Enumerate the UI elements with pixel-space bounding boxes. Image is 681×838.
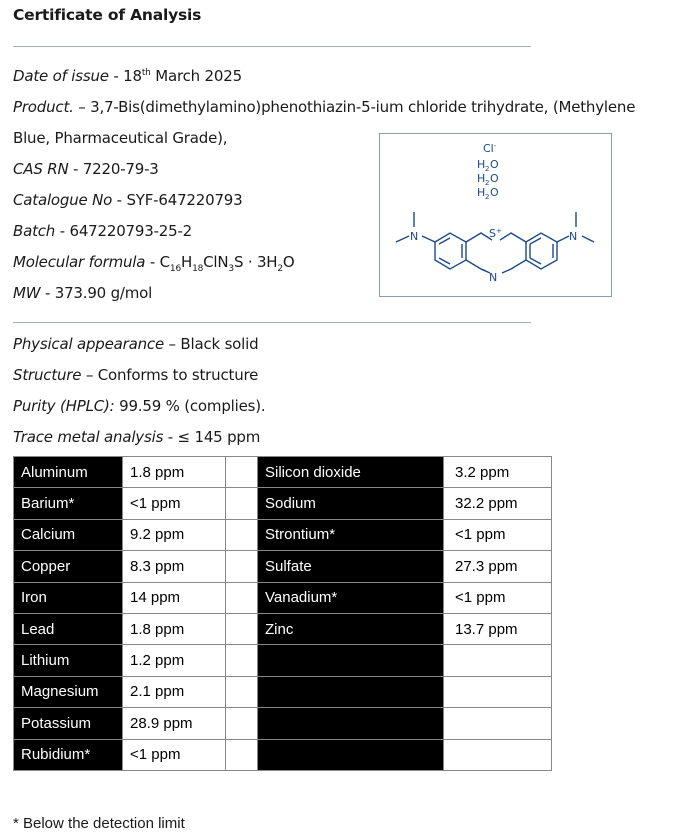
- metal-name-cell: [258, 739, 444, 770]
- date-rest: March 2025: [150, 67, 242, 85]
- table-row: [14, 457, 552, 488]
- metal-value-cell: 28.9 ppm: [123, 708, 226, 739]
- metal-name-cell: Zinc: [258, 613, 444, 644]
- metal-value-cell: [444, 739, 552, 770]
- table-row: [14, 551, 552, 582]
- formula-c-sub: 16: [169, 264, 181, 274]
- spacer-cell: [226, 613, 258, 644]
- batch-line: [13, 222, 192, 240]
- metal-value-cell: [444, 676, 552, 707]
- methylene-blue-structure: [380, 134, 610, 295]
- middle-divider: [13, 322, 531, 323]
- svg-text:O: O: [490, 158, 499, 171]
- purity-line: [13, 397, 265, 415]
- metal-name-cell: Iron: [14, 582, 123, 613]
- spacer-cell: [226, 457, 258, 488]
- metal-name-cell: Aluminum: [14, 457, 123, 488]
- metal-value-cell: [444, 708, 552, 739]
- metal-value-cell: [444, 645, 552, 676]
- metal-value-cell: 8.3 ppm: [123, 551, 226, 582]
- formula-s: S · 3H: [233, 253, 278, 271]
- spacer-cell: [226, 645, 258, 676]
- spacer-cell: [226, 582, 258, 613]
- metal-name-cell: Strontium*: [258, 519, 444, 550]
- svg-text:H: H: [477, 158, 486, 171]
- water-2: [477, 172, 499, 187]
- table-row: [14, 488, 552, 519]
- physical-value: – Black solid: [163, 335, 259, 353]
- formula-label: Molecular formula: [13, 253, 146, 271]
- left-n-label: N: [410, 230, 419, 243]
- svg-text:H: H: [477, 172, 486, 185]
- spacer-cell: [226, 708, 258, 739]
- metal-name-cell: Lithium: [14, 645, 123, 676]
- metal-value-cell: 3.2 ppm: [444, 457, 552, 488]
- metal-name-cell: [258, 645, 444, 676]
- table-row: [14, 645, 552, 676]
- trace-label: Trace metal analysis: [13, 428, 164, 446]
- trace-line: [13, 428, 260, 446]
- metal-value-cell: 14 ppm: [123, 582, 226, 613]
- ring-bonds: [396, 212, 594, 273]
- cas-value: - 7220-79-3: [68, 160, 159, 178]
- spacer-cell: [226, 519, 258, 550]
- catalogue-value: - SYF-647220793: [112, 191, 243, 209]
- metal-value-cell: 2.1 ppm: [123, 676, 226, 707]
- metal-name-cell: [258, 676, 444, 707]
- metal-value-cell: 1.8 ppm: [123, 457, 226, 488]
- detection-footnote: * Below the detection limit: [13, 815, 185, 832]
- metal-value-cell: 9.2 ppm: [123, 519, 226, 550]
- metal-name-cell: Magnesium: [14, 676, 123, 707]
- structure-diagram: [379, 133, 612, 297]
- metal-value-cell: <1 ppm: [444, 519, 552, 550]
- formula-line: [13, 253, 295, 274]
- table-row: [14, 613, 552, 644]
- formula-n-sub: 3: [228, 264, 234, 274]
- svg-text:H: H: [477, 186, 486, 199]
- metal-value-cell: 32.2 ppm: [444, 488, 552, 519]
- date-day: 18: [123, 67, 142, 85]
- svg-text:O: O: [490, 172, 499, 185]
- metal-name-cell: Silicon dioxide: [258, 457, 444, 488]
- chloride-label: Cl-: [483, 142, 497, 155]
- product-value: – 3,7-Bis(dimethylamino)phenothiazin-5-ium chloride trihydrate, (Methylene: [73, 98, 636, 116]
- metal-name-cell: Copper: [14, 551, 123, 582]
- table-row: [14, 582, 552, 613]
- metal-name-cell: Lead: [14, 613, 123, 644]
- purity-value: 99.59 % (complies).: [114, 397, 266, 415]
- date-sep: -: [108, 67, 124, 85]
- water-3: [477, 186, 499, 201]
- appearance-line: [13, 335, 258, 353]
- structure-line: [13, 366, 258, 384]
- product-line: [13, 98, 635, 116]
- formula-h-sub: 18: [192, 264, 204, 274]
- ring-n-label: N: [489, 271, 498, 284]
- svg-text:2: 2: [485, 193, 490, 201]
- top-divider: [13, 46, 531, 47]
- metal-name-cell: Rubidium*: [14, 739, 123, 770]
- physical-label: Physical appearance: [13, 335, 164, 353]
- spacer-cell: [226, 739, 258, 770]
- metal-value-cell: <1 ppm: [444, 582, 552, 613]
- catalogue-line: [13, 191, 242, 209]
- formula-o: O: [282, 253, 295, 271]
- metal-name-cell: [258, 708, 444, 739]
- trace-metals-table: [13, 456, 552, 771]
- cas-label: CAS RN: [13, 160, 69, 178]
- table-row: [14, 708, 552, 739]
- mw-line: [13, 284, 152, 302]
- svg-text:O: O: [490, 186, 499, 199]
- table-row: [14, 676, 552, 707]
- product-label: Product.: [13, 98, 74, 116]
- date-label: Date of issue: [13, 67, 109, 85]
- date-line: [13, 67, 242, 85]
- cas-line: [13, 160, 159, 178]
- metal-value-cell: 1.8 ppm: [123, 613, 226, 644]
- svg-text:2: 2: [485, 165, 490, 173]
- metal-value-cell: 1.2 ppm: [123, 645, 226, 676]
- formula-h2-sub: 2: [277, 264, 283, 274]
- metal-name-cell: Calcium: [14, 519, 123, 550]
- metal-name-cell: Vanadium*: [258, 582, 444, 613]
- sulfur-label: S+: [489, 227, 502, 240]
- metal-value-cell: <1 ppm: [123, 739, 226, 770]
- product-line-cont: Blue, Pharmaceutical Grade),: [13, 129, 228, 147]
- table-row: [14, 739, 552, 770]
- svg-text:2: 2: [485, 179, 490, 187]
- structure-label: Structure: [13, 366, 82, 384]
- spacer-cell: [226, 551, 258, 582]
- batch-label: Batch: [13, 222, 56, 240]
- mw-value: - 373.90 g/mol: [40, 284, 153, 302]
- table-row: [14, 519, 552, 550]
- structure-value: – Conforms to structure: [81, 366, 259, 384]
- metal-value-cell: <1 ppm: [123, 488, 226, 519]
- formula-c: C: [159, 253, 170, 271]
- mw-label: MW: [13, 284, 41, 302]
- formula-h: H: [180, 253, 193, 271]
- spacer-cell: [226, 676, 258, 707]
- document-title: Certificate of Analysis: [13, 6, 202, 24]
- batch-value: - 647220793-25-2: [55, 222, 193, 240]
- metal-name-cell: Sulfate: [258, 551, 444, 582]
- trace-value: - ≤ 145 ppm: [163, 428, 261, 446]
- catalogue-label: Catalogue No: [13, 191, 113, 209]
- purity-label: Purity (HPLC):: [13, 397, 115, 415]
- metal-value-cell: 27.3 ppm: [444, 551, 552, 582]
- metal-name-cell: Barium*: [14, 488, 123, 519]
- right-n-label: N: [569, 230, 578, 243]
- spacer-cell: [226, 488, 258, 519]
- date-suffix: th: [141, 68, 151, 78]
- water-1: [477, 158, 499, 173]
- metal-name-cell: Sodium: [258, 488, 444, 519]
- formula-cln: ClN: [203, 253, 229, 271]
- metal-name-cell: Potassium: [14, 708, 123, 739]
- formula-sep: -: [145, 253, 160, 271]
- metal-value-cell: 13.7 ppm: [444, 613, 552, 644]
